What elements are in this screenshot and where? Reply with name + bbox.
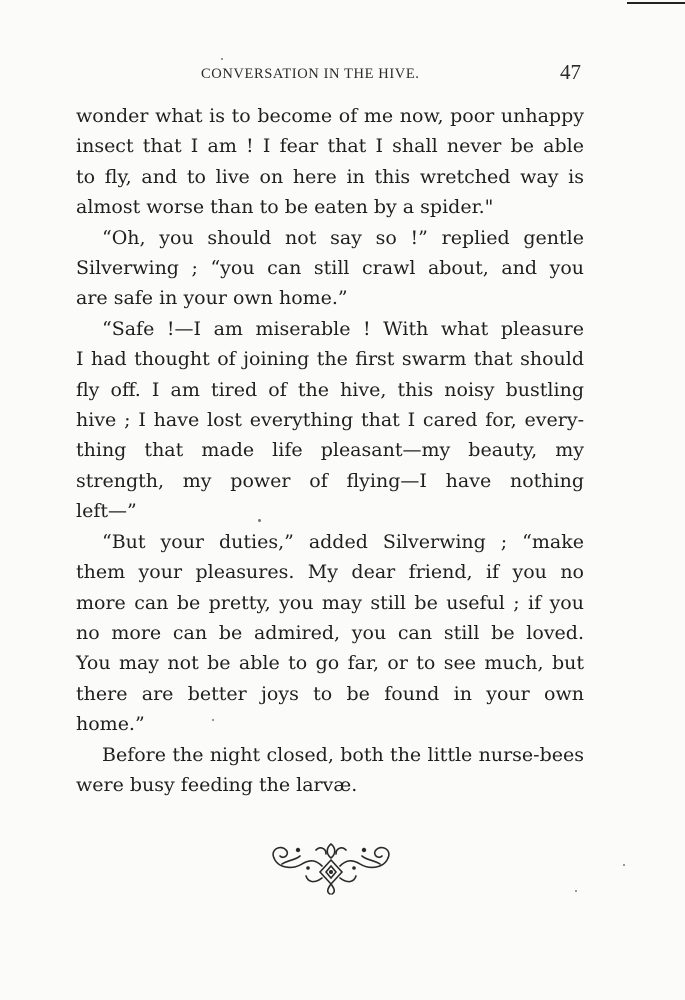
text-line: You may not be able to go far, or to see much, but (76, 652, 584, 675)
floral-tailpiece-ornament-icon (268, 838, 394, 896)
body-text (76, 101, 584, 800)
text-line: Silverwing ; “you can still crawl about, and you (76, 257, 584, 280)
text-line: thing that made life pleasant—my beauty, my (76, 439, 584, 462)
text-line: “Safe !—I am miserable ! With what pleasure (102, 317, 584, 340)
text-line: fly off. I am tired of the hive, this noisy bustling (76, 378, 584, 401)
text-line: left—” (76, 500, 137, 523)
text-line: to fly, and to live on here in this wretched way is (76, 165, 584, 188)
paragraph-3 (76, 314, 584, 527)
page-number: 47 (560, 60, 581, 84)
top-edge-rule (627, 2, 685, 4)
text-line: “But your duties,” added Silverwing ; “make (102, 530, 584, 553)
text-line: no more can be admired, you can still be loved. (76, 621, 584, 644)
paragraph-4 (76, 527, 584, 740)
paper-speck (221, 58, 223, 60)
text-line: home.” (76, 713, 145, 736)
paragraph-1 (76, 101, 584, 223)
text-line: were busy feeding the larvæ. (76, 773, 358, 796)
text-line: strength, my power of flying—I have nothing (76, 469, 584, 492)
text-line: there are better joys to be found in your own (76, 682, 584, 705)
text-line: “Oh, you should not say so !” replied gentle (102, 226, 584, 249)
text-line: wonder what is to become of me now, poor unhappy (76, 105, 584, 127)
paper-speck (575, 890, 577, 892)
paragraph-2 (76, 223, 584, 314)
text-line: more can be pretty, you may still be useful ; if you (76, 591, 584, 614)
paragraph-5 (76, 740, 584, 801)
text-line: them your pleasures. My dear friend, if you no (76, 561, 584, 584)
text-line: Before the night closed, both the little nurse-bees (102, 743, 584, 766)
paper-speck (258, 519, 261, 522)
paper-speck (623, 864, 625, 866)
text-line: insect that I am ! I fear that I shall never be able (76, 135, 584, 158)
running-head-title: CONVERSATION IN THE HIVE. (201, 66, 420, 82)
text-line: are safe in your own home.” (76, 287, 348, 310)
text-line: hive ; I have lost everything that I cared for, every- (76, 409, 584, 432)
text-line: I had thought of joining the first swarm that should (76, 348, 584, 371)
text-line: almost worse than to be eaten by a spider." (76, 196, 494, 219)
paper-speck (212, 719, 214, 721)
